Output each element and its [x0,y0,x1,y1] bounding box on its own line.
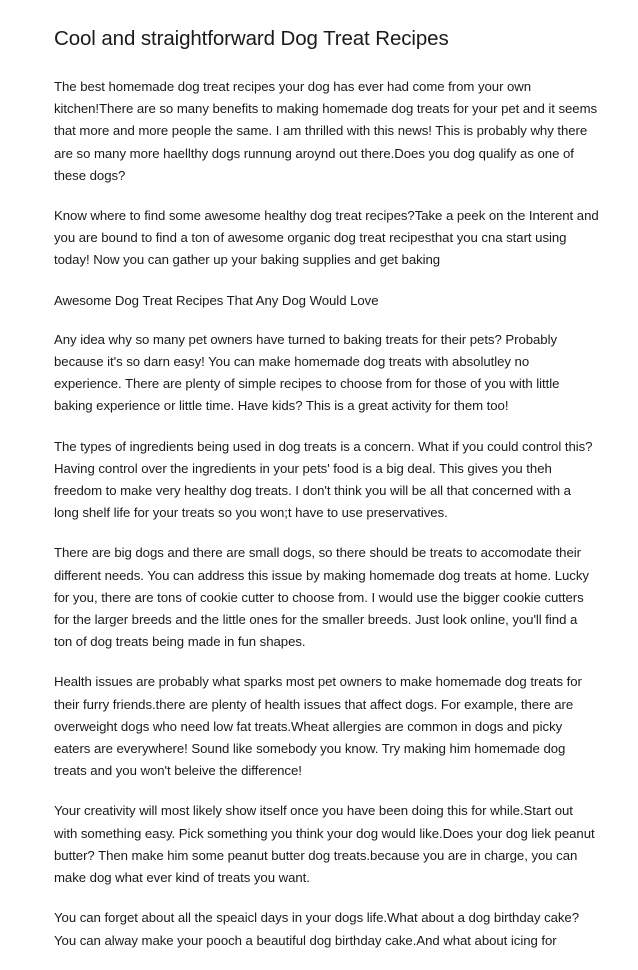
document-title: Cool and straightforward Dog Treat Recipes [54,27,449,50]
paragraph-health-issues: Health issues are probably what sparks most pet owners to make homemade dog treats for their furry friends.there are plenty of health issues that affect dogs. For example, there are overweight dogs who need low fat treats.Wheat allergies are common in dogs and picky eaters are everywhere! Sound like somebody you know. Try making him homemade dog treats and you won't beleive the difference! [54,674,582,779]
document-page [54,24,599,970]
paragraph-easy-baking: Any idea why so many pet owners have turned to baking treats for their pets? Probably because it's so darn easy! You can make homemade dog treats with absolutley no experience. There are plenty of simple recipes to choose from for those of you with little baking experience or little time. Have kids? This is a great activity for them too! [54,331,560,414]
paragraph-ingredients: The types of ingredients being used in dog treats is a concern. What if you could control this? Having control over the ingredients in your pets' food is a big deal. This gives you theh freedom to make very healthy dog treats. I don't think you will be all that concerned with a long shelf life for your treats so you won;t have to use preservatives. [54,438,593,521]
section-heading: Awesome Dog Treat Recipes That Any Dog Would Love [54,292,379,308]
paragraph-creativity: Your creativity will most likely show itself once you have been doing this for while.Start out with something easy. Pick something you think your dog would like.Does your dog liek peanut butter? Then make him some peanut butter dog treats.because you are in charge, you can make dog what ever kind of treats you want. [54,803,595,886]
paragraph-dog-sizes: There are big dogs and there are small dogs, so there should be treats to accomodate their different needs. You can address this issue by making homemade dog treats at home. Lucky for you, there are tons of cookie cutter to choose from. I would use the bigger cookie cutters for the larger breeds and the little ones for the smaller breeds. Just look online, you'll find a ton of dog treats being made in fun shapes. [54,545,589,650]
paragraph-special-days: You can forget about all the speaicl days in your dogs life.What about a dog birthday cake?You can alway make your pooch a beautiful dog birthday cake.And what about icing for [54,910,580,948]
paragraph-find-recipes: Know where to find some awesome healthy dog treat recipes?Take a peek on the Interent and you are bound to find a ton of awesome organic dog treat recipesthat you cna start using today! Now you can gather up your baking supplies and get baking [54,208,599,268]
paragraph-intro: The best homemade dog treat recipes your dog has ever had come from your own kitchen!There are so many benefits to making homemade dog treats for your pet and it seems that more and more people the same. I am thrilled with this news! This is probably why there are so many more haellthy dogs runnung aroynd out there.Does you dog qualify as one of these dogs? [54,79,598,183]
